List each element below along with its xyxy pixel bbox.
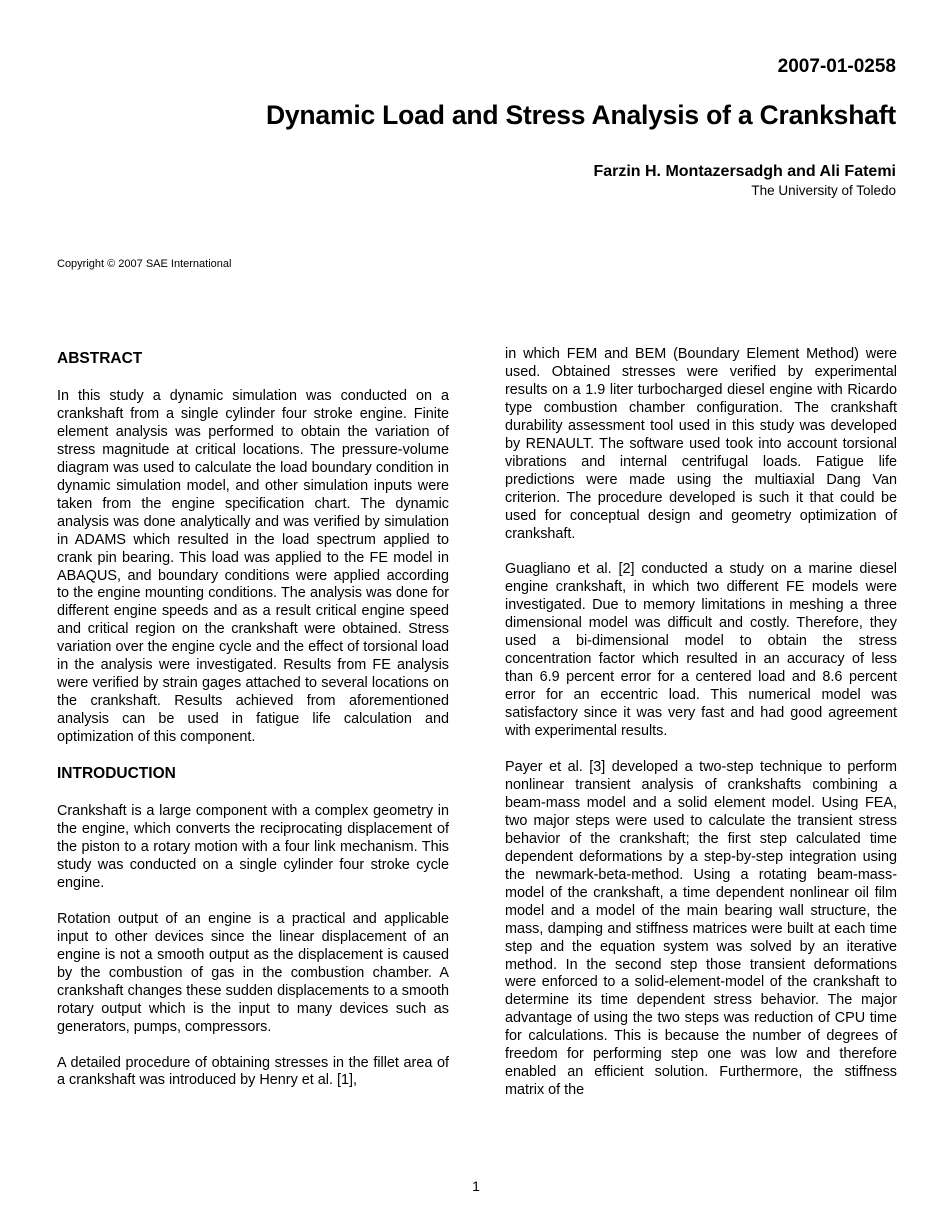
abstract-heading: ABSTRACT [57, 350, 143, 367]
henry-paragraph: in which FEM and BEM (Boundary Element Method) were used. Obtained stresses were verified by experimental results on a 1.9 liter turbocharged diesel engine with Ricardo type combustion chamber configuration. The crankshaft durability assessment tool used in this study was developed by RENAULT. The software used took into account torsional vibrations and internal centrifugal loads. Fatigue life predictions were made using the multiaxial Dang Van criterion. The procedure developed is such it that could be used for conceptual design and geometry optimization of crankshaft. [505, 346, 897, 542]
introduction-heading: INTRODUCTION [57, 765, 176, 783]
left-column [57, 345, 449, 1108]
page-number: 1 [472, 1178, 480, 1194]
paper-title: Dynamic Load and Stress Analysis of a Crankshaft [265, 100, 896, 130]
intro-paragraph-1: Crankshaft is a large component with a complex geometry in the engine, which converts the reciprocating displacement of the piston to a rotary motion with a four link mechanism. This study was conducted on a single cylinder four stroke cycle engine. [57, 803, 449, 891]
copyright-notice: Copyright © 2007 SAE International [57, 258, 232, 270]
paper-id: 2007-01-0258 [777, 56, 896, 77]
payer-paragraph: Payer et al. [3] developed a two-step technique to perform nonlinear transient analysis of crankshafts combining a beam-mass model and a solid element model. Using FEA, two major steps were used to calculate the transient stress behavior of the crankshaft; the first step calculated time dependent deformations by a step-by-step integration using the newmark-beta-method. Using a rotating beam-mass-model of the crankshaft, a time dependent nonlinear oil film model and a model of the main bearing wall structure, the mass, damping and stiffness matrices were built at each time step and the equation system was solved by an iterative method. In the second step those transient deformations were enforced to a solid-element-model of the crankshaft to determine its time dependent stress behavior. The major advantage of using the two steps was reduction of CPU time for calculations. This is because the number of degrees of freedom for performing step one was low and therefore enabled an efficient solution. Furthermore, the stiffness matrix of the [505, 759, 897, 1099]
intro-paragraph-3: A detailed procedure of obtaining stresses in the fillet area of a crankshaft was introduced by Henry et al. [1], [57, 1054, 449, 1089]
intro-paragraph-2: Rotation output of an engine is a practical and applicable input to other devices since the linear displacement of an engine is not a smooth output as the displacement is caused by the combustion of gas in the combustion chamber. A crankshaft changes these sudden displacements to a smooth rotary output which is the input to many devices such as generators, pumps, compressors. [57, 910, 449, 1035]
affiliation: The University of Toledo [751, 183, 896, 198]
abstract-paragraph: In this study a dynamic simulation was conducted on a crankshaft from a single cylinder four stroke engine. Finite element analysis was performed to obtain the variation of stress magnitude at critical locations. The pressure-volume diagram was used to calculate the load boundary condition in dynamic simulation model, and other simulation inputs were taken from the engine specification chart. The dynamic analysis was done analytically and was verified by simulation in ADAMS which resulted in the load spectrum applied to crank pin bearing. This load was applied to the FE model in ABAQUS, and boundary conditions were applied according to the engine mounting conditions. The analysis was done for different engine speeds and as a result critical engine speed and critical region on the crankshaft were obtained. Stress variation over the engine cycle and the effect of torsional load in the analysis were investigated. Results from FE analysis were verified by strain gages attached to several locations on the crankshaft. Results achieved from aforementioned analysis can be used in fatigue life calculation and optimization of this component. [57, 388, 449, 746]
authors: Farzin H. Montazersadgh and Ali Fatemi [593, 163, 896, 180]
guagliano-paragraph: Guagliano et al. [2] conducted a study on a marine diesel engine crankshaft, in which two different FE models were investigated. Due to memory limitations in meshing a three dimensional model was difficult and costly. Therefore, they used a bi-dimensional model to obtain the stress concentration factor which resulted in an accuracy of less than 6.9 percent error for a centered load and 8.6 percent error for an eccentric load. This numerical model was satisfactory since it was very fast and had good agreement with experimental results. [505, 561, 897, 740]
right-column [505, 346, 897, 1118]
